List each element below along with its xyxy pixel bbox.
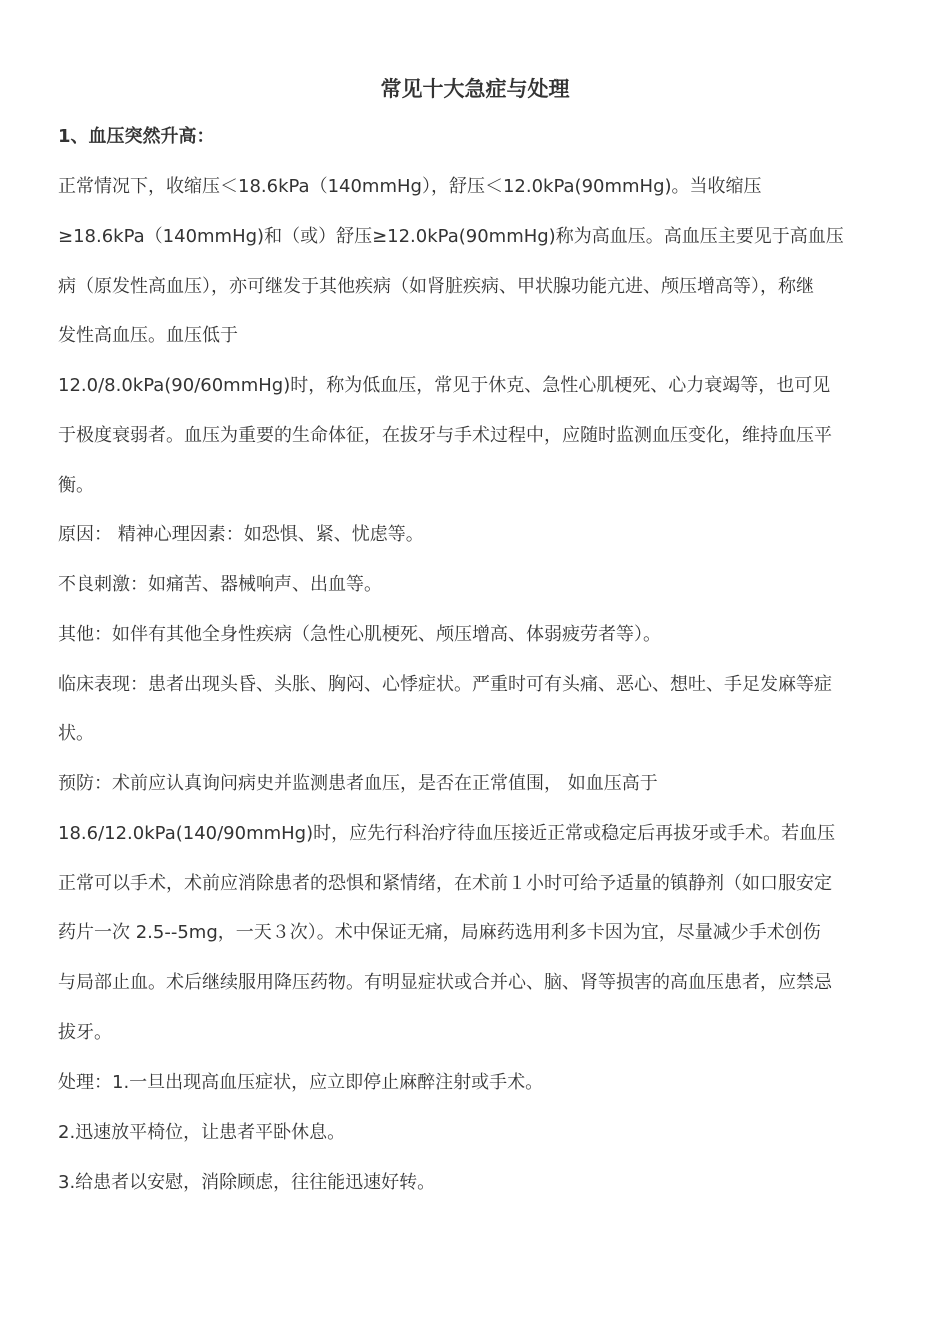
paragraph-line: 衡。 (58, 475, 94, 496)
symptom-line: 临床表现：患者出现头昏、头胀、胸闷、心悸症状。严重时可有头痛、恶心、想吐、手足发麻等症 (58, 674, 832, 695)
prevention-line: 正常可以手术，术前应消除患者的恐惧和紧情绪，在术前１小时可给予适量的镇静剂（如口服安定 (58, 873, 832, 894)
paragraph-line: 发性高血压。血压低于 (58, 325, 238, 346)
prevention-line: 拔牙。 (58, 1022, 112, 1043)
paragraph-line: 病（原发性高血压），亦可继发于其他疾病（如肾脏疾病、甲状腺功能亢进、颅压增高等），称继 (58, 276, 814, 297)
symptom-line: 状。 (58, 723, 94, 744)
paragraph-line: 正常情况下，收缩压＜18.6kPa（140mmHg），舒压＜12.0kPa(90mmHg)。当收缩压 (58, 176, 762, 197)
section-heading: 1、血压突然升高： (58, 126, 215, 147)
prevention-line: 与局部止血。术后继续服用降压药物。有明显症状或合并心、脑、肾等损害的高血压患者，应禁忌 (58, 972, 832, 993)
prevention-line: 药片一次 2.5--5mg，一天３次）。术中保证无痛，局麻药选用利多卡因为宜，尽量减少手术创伤 (58, 922, 821, 943)
document-title: 常见十大急症与处理 (380, 77, 570, 101)
paragraph-line: 于极度衰弱者。血压为重要的生命体征，在拔牙与手术过程中，应随时监测血压变化，维持血压平 (58, 425, 832, 446)
prevention-line: 预防：术前应认真询问病史并监测患者血压，是否在正常值围， 如血压高于 (58, 773, 658, 794)
treatment-line: 3.给患者以安慰，消除顾虑，往往能迅速好转。 (58, 1172, 436, 1193)
paragraph-line: 12.0/8.0kPa(90/60mmHg)时，称为低血压，常见于休克、急性心肌梗死、心力衰竭等，也可见 (58, 375, 831, 396)
cause-line: 其他：如伴有其他全身性疾病（急性心肌梗死、颅压增高、体弱疲劳者等）。 (58, 624, 661, 645)
treatment-line: 处理：1.一旦出现高血压症状，应立即停止麻醉注射或手术。 (58, 1072, 544, 1093)
cause-line: 不良刺激：如痛苦、器械响声、出血等。 (58, 574, 382, 595)
paragraph-line: ≥18.6kPa（140mmHg)和（或）舒压≥12.0kPa(90mmHg)称为高血压。高血压主要见于高血压 (58, 226, 844, 247)
treatment-line: 2.迅速放平椅位，让患者平卧休息。 (58, 1122, 346, 1143)
cause-line: 原因： 精神心理因素：如恐惧、紧、忧虑等。 (58, 524, 424, 545)
prevention-line: 18.6/12.0kPa(140/90mmHg)时，应先行科治疗待血压接近正常或稳定后再拔牙或手术。若血压 (58, 823, 836, 844)
